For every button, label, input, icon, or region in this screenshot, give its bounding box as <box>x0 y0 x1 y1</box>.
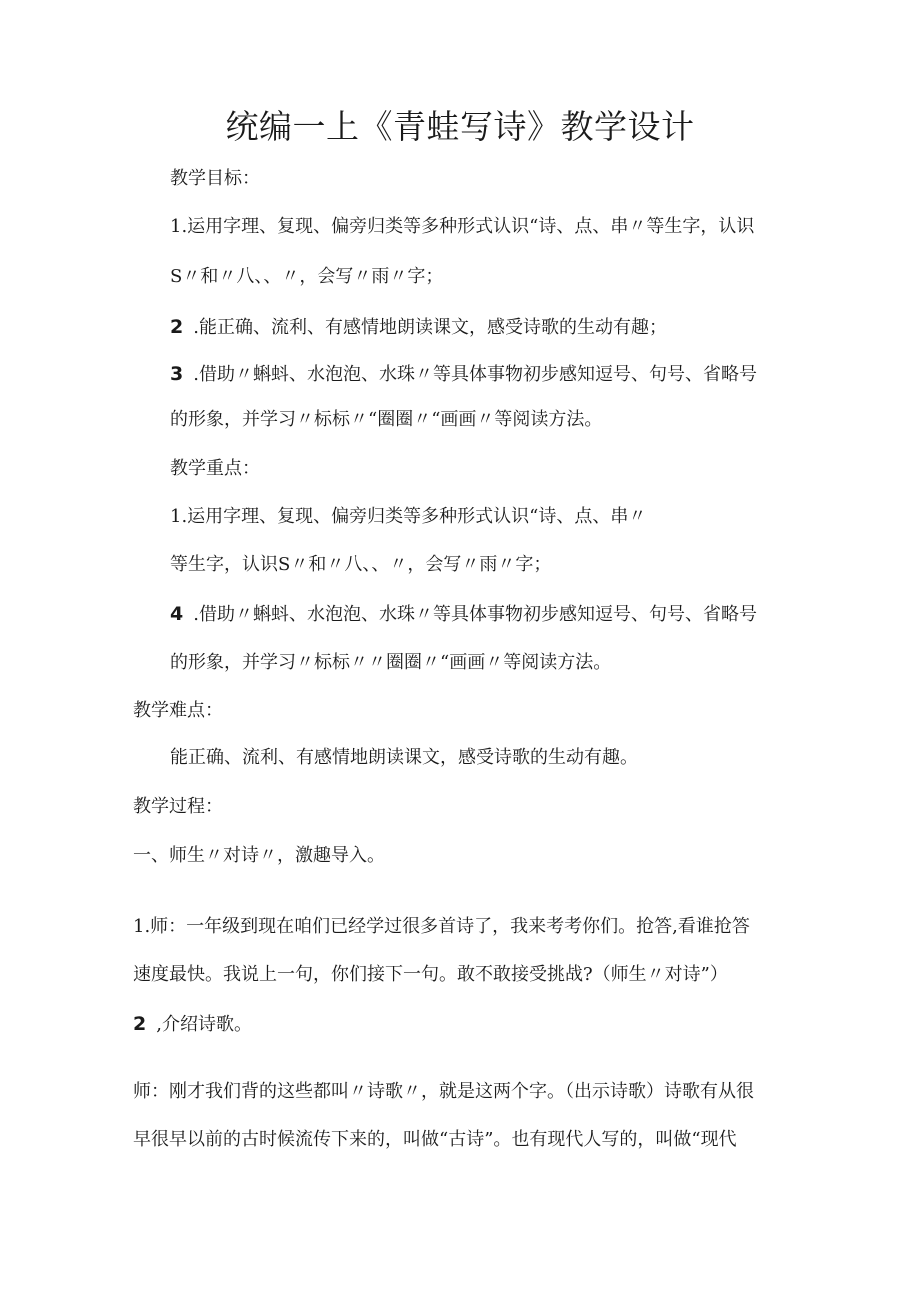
line-text: 1.运用字理、复现、偏旁归类等多种形式认识“诗、点、串〃等生字，认识 <box>170 216 755 237</box>
list-number: 3 <box>170 363 184 385</box>
objective-3-line-2 <box>170 407 602 433</box>
step-1-1-line-1 <box>133 914 750 940</box>
step-1-1-line-2 <box>133 962 728 988</box>
line-text: ,介绍诗歌。 <box>156 1014 252 1035</box>
line-text: .借助〃蝌蚪、水泡泡、水珠〃等具体事物初步感知逗号、句号、省略号 <box>193 604 757 625</box>
line-text: 师：刚才我们背的这些都叫〃诗歌〃，就是这两个字。（出示诗歌）诗歌有从很 <box>133 1081 754 1102</box>
line-text: 一、师生〃对诗〃，激趣导入。 <box>133 845 385 866</box>
line-text: 早很早以前的古时候流传下来的，叫做“古诗”。也有现代人写的，叫做“现代 <box>133 1129 737 1150</box>
step-1-2 <box>133 1011 252 1038</box>
line-text: 速度最快。我说上一句，你们接下一句。敢不敢接受挑战?（师生〃对诗”） <box>133 964 728 985</box>
objective-2 <box>170 314 667 341</box>
list-number: 2 <box>170 316 184 338</box>
objective-3-line-1 <box>170 361 757 388</box>
line-text: 教学难点： <box>133 700 223 721</box>
process-heading <box>133 794 223 820</box>
teacher-paragraph-line-1 <box>133 1079 754 1105</box>
objective-1-line-2 <box>170 264 443 290</box>
line-text: 1.师：一年级到现在咱们已经学过很多首诗了，我来考考你们。抢答,看谁抢答 <box>133 916 750 937</box>
document-title: 统编一上《青蛙写诗》教学设计 <box>225 107 695 146</box>
difficulty-text <box>170 745 638 771</box>
key-point-4-line-2 <box>170 650 611 676</box>
key-points-heading <box>170 456 260 482</box>
line-text: 教学过程： <box>133 796 223 817</box>
line-text: 能正确、流利、有感情地朗读课文，感受诗歌的生动有趣。 <box>170 747 638 768</box>
objective-1-line-1 <box>170 214 754 240</box>
list-number: 4 <box>170 603 184 625</box>
line-text: 的形象，并学习〃标标〃“圈圈〃“画画〃等阅读方法。 <box>170 409 603 430</box>
teacher-paragraph-line-2 <box>133 1127 737 1153</box>
key-point-1-line-2 <box>170 552 551 578</box>
line-text: .能正确、流利、有感情地朗读课文，感受诗歌的生动有趣； <box>193 317 667 338</box>
line-text: 等生字，认识S〃和〃八、、〃，会写〃雨〃字； <box>170 554 552 575</box>
step-1-heading <box>133 843 385 869</box>
list-number: 2 <box>133 1013 147 1035</box>
line-text: S〃和〃八、、〃，会写〃雨〃字； <box>170 266 444 287</box>
line-text: 1.运用字理、复现、偏旁归类等多种形式认识“诗、点、串〃 <box>170 506 647 527</box>
objectives-heading <box>170 166 260 192</box>
line-text: 教学重点： <box>170 458 260 479</box>
line-text: .借助〃蝌蚪、水泡泡、水珠〃等具体事物初步感知逗号、句号、省略号 <box>193 364 757 385</box>
difficulties-heading <box>133 698 223 724</box>
key-point-1-line-1 <box>170 504 646 530</box>
line-text: 的形象，并学习〃标标〃〃圈圈〃“画画〃等阅读方法。 <box>170 652 612 673</box>
key-point-4-line-1 <box>170 601 757 628</box>
line-text: 教学目标： <box>170 168 260 189</box>
